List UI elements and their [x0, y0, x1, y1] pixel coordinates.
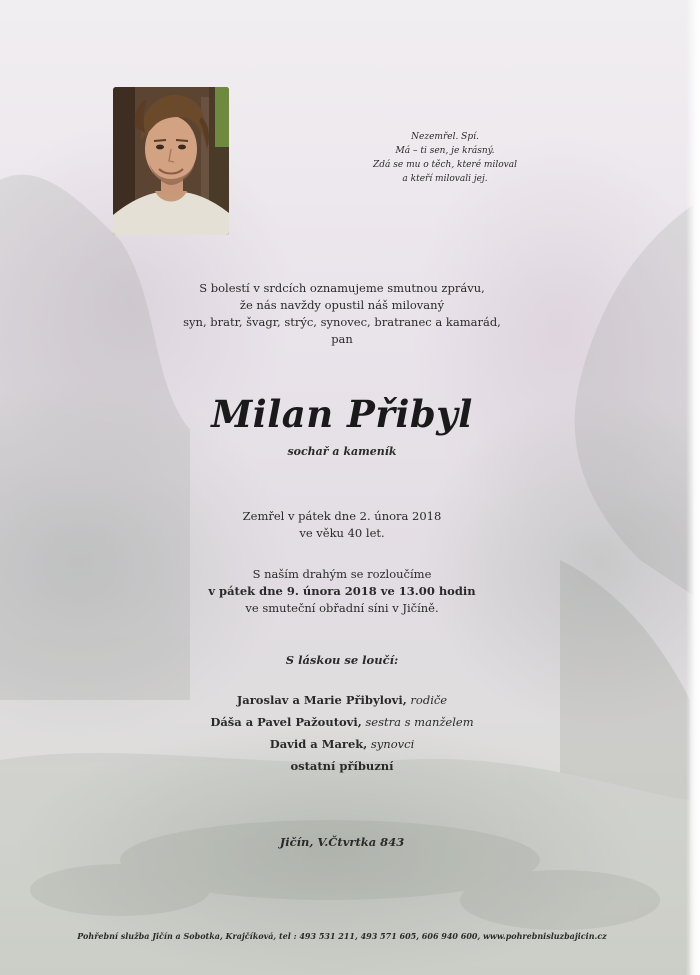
funeral-intro: S naším drahým se rozloučíme: [252, 567, 432, 581]
mourner-row: [0, 689, 684, 711]
funeral-service-footer: Pohřební služba Jičín a Sobotka, Krajčíková, tel : 493 531 211, 493 571 605, 606 940 600, www.pohrebnisluzbajicin.cz: [77, 931, 607, 941]
mourner-names: Jaroslav a Marie Přibylovi,: [236, 693, 407, 707]
address: Jičín, V.Čtvrtka 843: [279, 835, 405, 849]
announcement-line: S bolestí v srdcích oznamujeme smutnou zprávu,: [199, 281, 485, 295]
portrait-photo: [113, 87, 229, 235]
announcement: [0, 280, 684, 348]
mourner-row: [0, 733, 684, 755]
mourner-row: [0, 711, 684, 733]
poem: [360, 130, 530, 186]
portrait-illustration: [113, 87, 229, 235]
poem-line: Nezemřel. Spí.: [411, 132, 479, 142]
mourners-list: [0, 689, 684, 777]
funeral-datetime: v pátek dne 9. února 2018 ve 13.00 hodin: [208, 584, 476, 598]
deceased-name: Milan Přibyl: [211, 392, 473, 436]
mourner-names: David a Marek,: [269, 737, 368, 751]
poem-line: Zdá se mu o těch, které miloval: [373, 160, 517, 170]
mourner-relation: sestra s manželem: [365, 715, 474, 729]
mourner-relation: rodiče: [410, 693, 448, 707]
death-details: [0, 508, 684, 542]
funeral-place: ve smuteční obřadní síni v Jičíně.: [245, 601, 439, 615]
page-edge: [686, 0, 700, 975]
death-age: ve věku 40 let.: [299, 526, 385, 540]
mourner-names: ostatní příbuzní: [290, 759, 394, 773]
poem-line: Má – ti sen, je krásný.: [395, 146, 495, 156]
mourner-names: Dáša a Pavel Pažoutovi,: [210, 715, 362, 729]
funeral-details: [0, 566, 684, 617]
mourner-relation: synovci: [370, 737, 415, 751]
farewell-heading: S láskou se loučí:: [285, 653, 399, 667]
announcement-line: pan: [331, 332, 353, 346]
mourner-row: [0, 755, 684, 777]
death-date: Zemřel v pátek dne 2. února 2018: [242, 509, 442, 523]
announcement-line: že nás navždy opustil náš milovaný: [239, 298, 445, 312]
deceased-occupation: sochař a kameník: [287, 445, 397, 458]
poem-line: a kteří milovali jej.: [402, 174, 488, 184]
announcement-line: syn, bratr, švagr, strýc, synovec, bratranec a kamarád,: [183, 315, 501, 329]
